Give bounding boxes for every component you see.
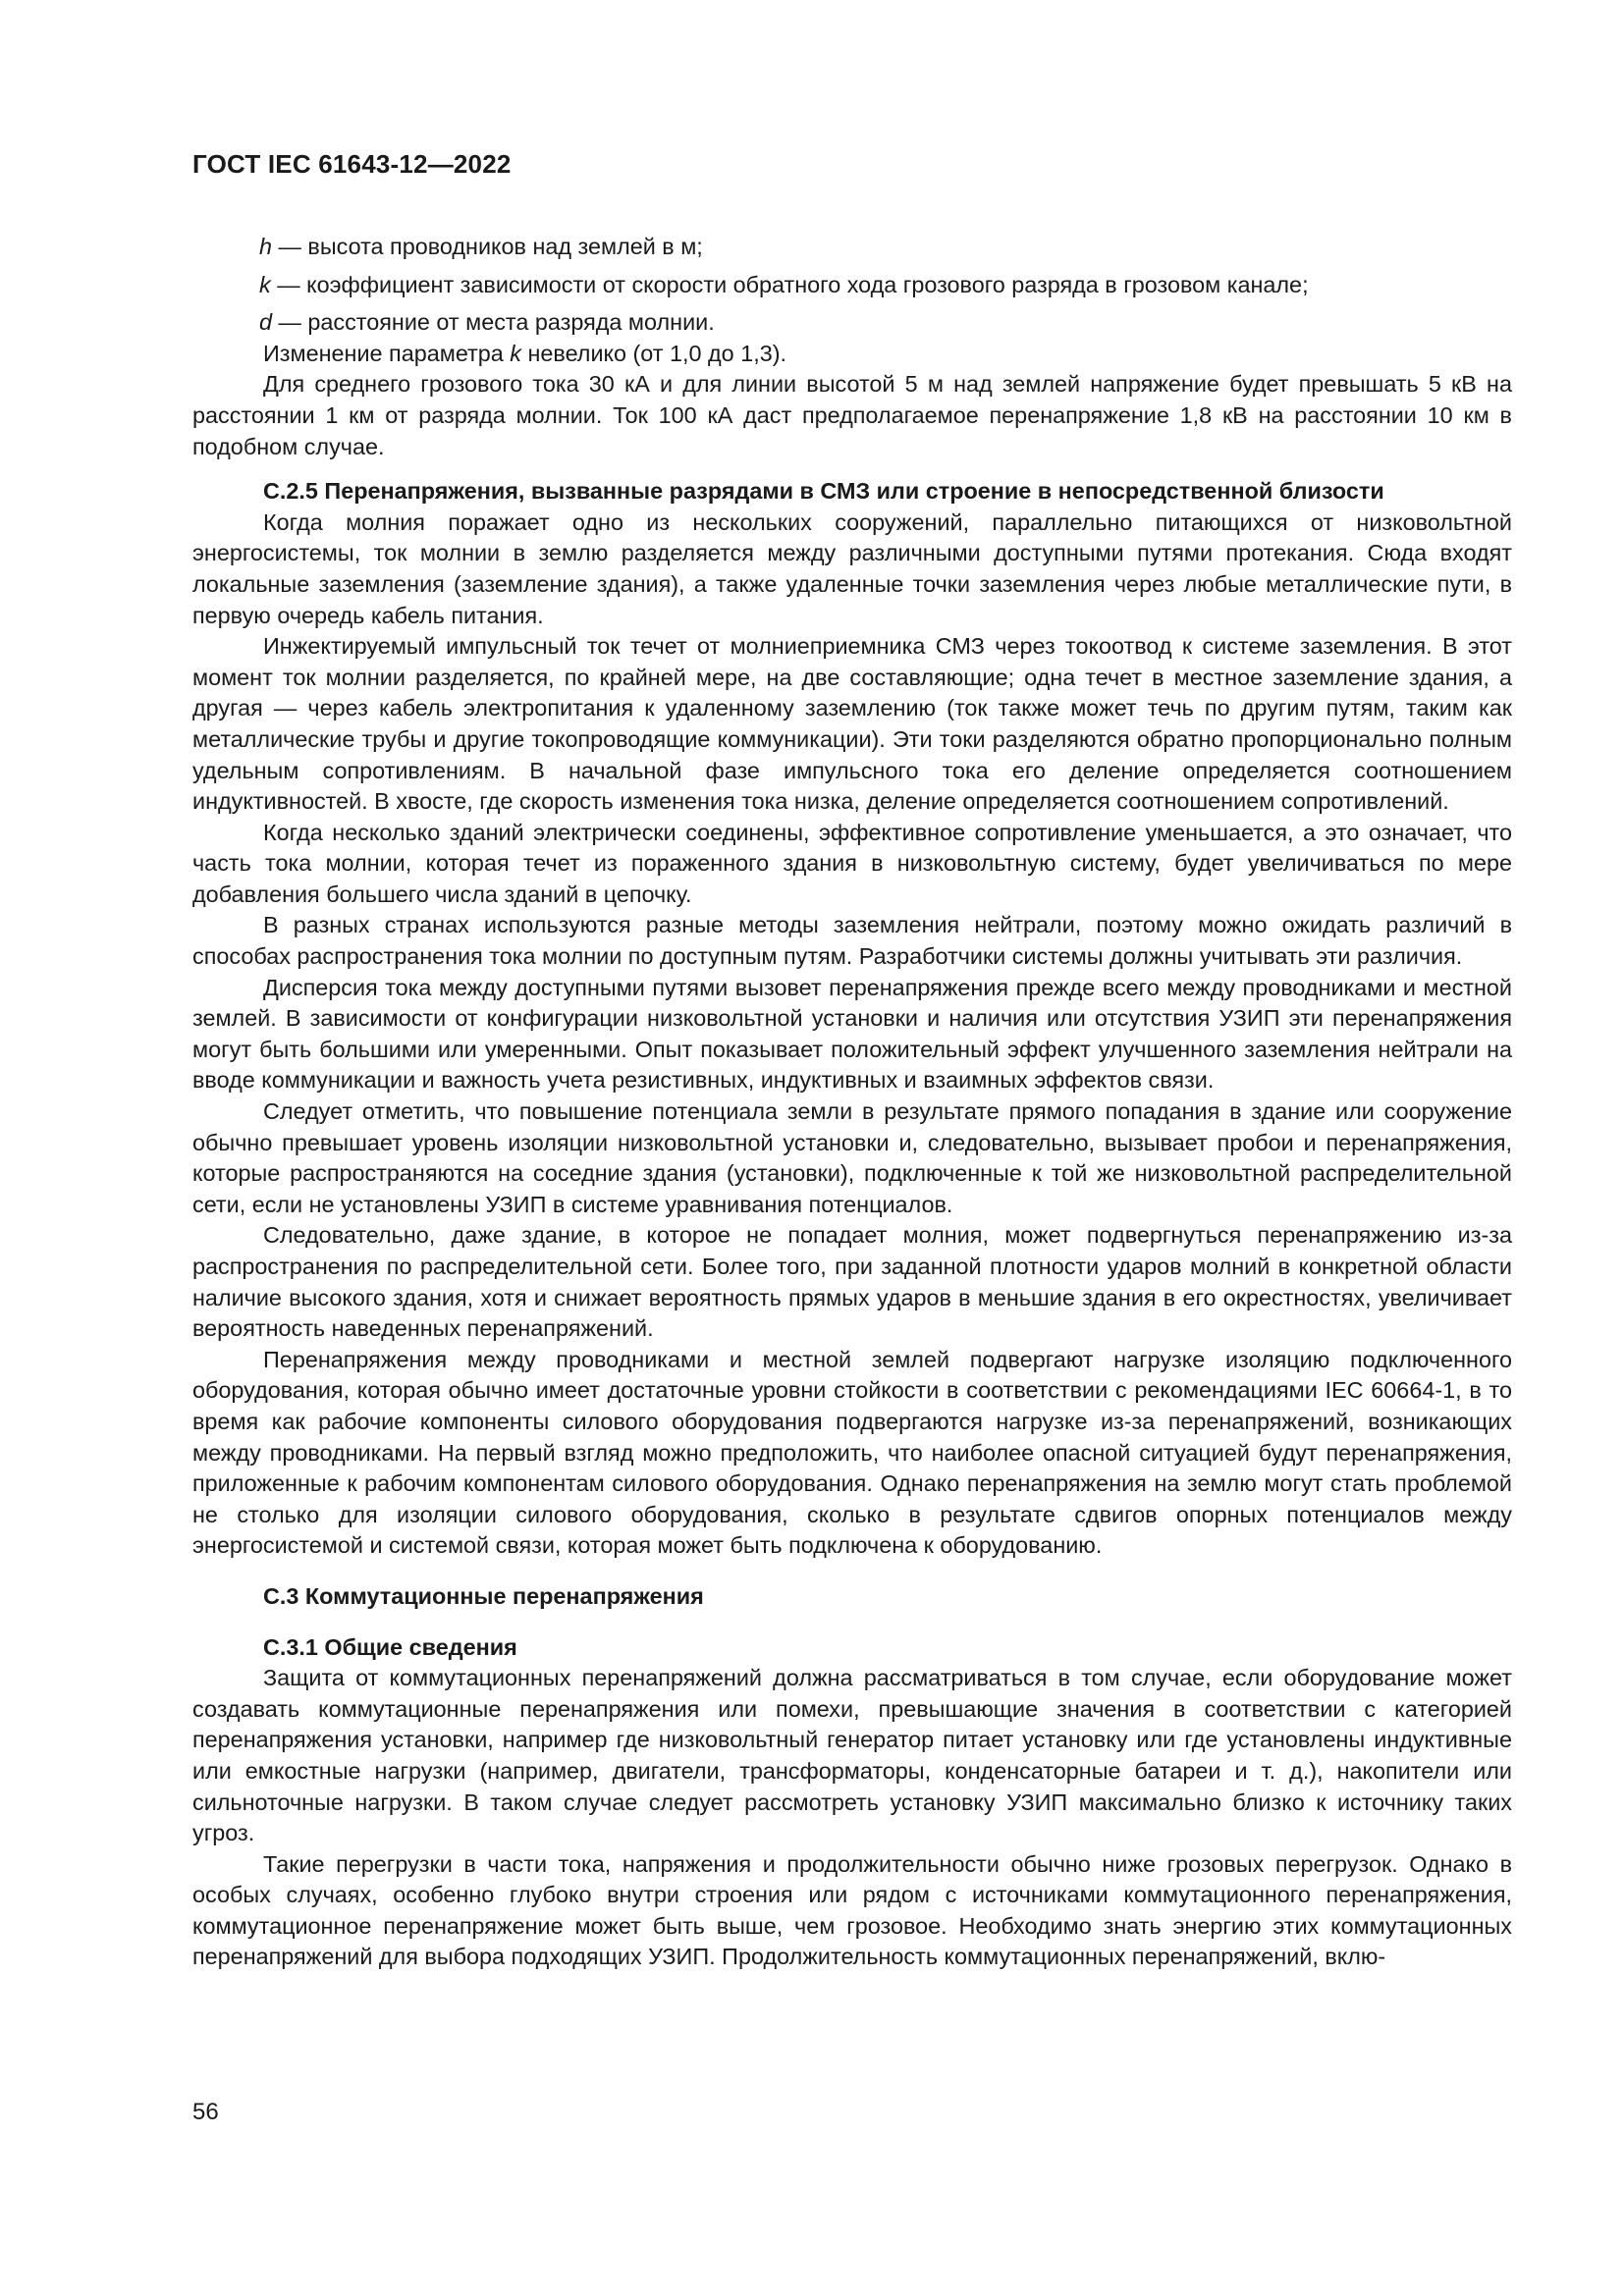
page-header: ГОСТ IEC 61643-12—2022 <box>192 149 512 179</box>
paragraph: Когда молния поражает одно из нескольких сооружений, параллельно питающихся от низковольтной энергосистемы, ток молнии в землю разделяется между различными доступными путями протекания. Сюда входят локальные заземления (заземление здания), а также удаленные точки заземления через любые металлические пути, в первую очередь кабель питания. <box>192 508 1512 628</box>
definition-d <box>192 307 1512 339</box>
definition-text: — коэффициент зависимости от скорости обратного хода грозового разряда в грозовом канале; <box>270 271 1309 297</box>
document-body <box>192 232 1512 1973</box>
variable-k: k <box>259 271 271 297</box>
definition-text: — высота проводников над землей в м; <box>272 234 703 259</box>
paragraph: В разных странах используются разные методы заземления нейтрали, поэтому можно ожидать различий в способах распространения тока молнии по доступным путям. Разработчики системы должны учитывать эти различия. <box>192 912 1512 970</box>
section-heading-c25: С.2.5 Перенапряжения, вызванные разрядами в СМЗ или строение в непосредственной близости <box>263 478 1384 505</box>
text-fragment: Изменение параметра <box>263 340 511 366</box>
paragraph: Перенапряжения между проводниками и местной землей подвергают нагрузке изоляцию подключенного оборудования, которая обычно имеет достаточные уровни стойкости в соответствии с рекомендациями IEC 60664-1, в то время как рабочие компоненты силового оборудования подвергаются нагрузке из-за перенапряжений, возникающих между проводниками. На первый взгляд можно предположить, что наиболее опасной ситуацией будут перенапряжения, приложенные к рабочим компонентам силового оборудования. Однако перенапряжения на землю могут стать проблемой не столько для изоляции силового оборудования, сколько в результате сдвигов опорных потенциалов между энергосистемой и системой связи, которая может быть подключена к оборудованию. <box>192 1346 1512 1559</box>
paragraph: Для среднего грозового тока 30 кА и для линии высотой 5 м над землей напряжение будет превышать 5 кВ на расстоянии 1 км от разряда молнии. Ток 100 кА даст предполагаемое перенапряжение 1,8 кВ на расстоянии 10 км в подобном случае. <box>192 371 1512 459</box>
definition-h <box>192 232 1512 263</box>
variable-h: h <box>259 234 273 259</box>
section-heading-c3: С.3 Коммутационные перенапряжения <box>263 1582 704 1609</box>
paragraph: Дисперсия тока между доступными путями вызовет перенапряжения прежде всего между проводниками и местной землей. В зависимости от конфигурации низковольтной установки и наличия или отсутствия УЗИП эти перенапряжения могут быть большими или умеренными. Опыт показывает положительный эффект улучшенного заземления нейтрали на вводе коммуникации и важность учета резистивных, индуктивных и взаимных эффектов связи. <box>192 974 1512 1094</box>
variable-d: d <box>259 309 273 336</box>
paragraph: Защита от коммутационных перенапряжений должна рассматриваться в том случае, если оборудование может создавать коммутационные перенапряжения или помехи, превышающие значения в соответствии с категорией перенапряжения установки, например где низковольтный генератор питает установку или где установлены индуктивные или емкостные нагрузки (например, двигатели, трансформаторы, конденсаторные батареи и т. д.), накопители или сильноточные нагрузки. В таком случае следует рассмотреть установку УЗИП максимально близко к источнику таких угроз. <box>192 1665 1512 1846</box>
page-number: 56 <box>192 2099 219 2125</box>
paragraph: Когда несколько зданий электрически соединены, эффективное сопротивление уменьшается, а это означает, что часть тока молнии, которая течет из пораженного здания в низковольтную систему, будет увеличиваться по мере добавления большего числа зданий в цепочку. <box>192 819 1512 907</box>
paragraph: Следует отметить, что повышение потенциала земли в результате прямого попадания в здание или сооружение обычно превышает уровень изоляции низковольтной установки и, следовательно, вызывает пробои и перенапряжения, которые распространяются на соседние здания (установки), подключенные к той же низковольтной распределительной сети, если не установлены УЗИП в системе уравнивания потенциалов. <box>192 1098 1512 1217</box>
definition-k <box>192 270 1512 301</box>
paragraph: Следовательно, даже здание, в которое не попадает молния, может подвергнуться перенапряжению из-за распространения по распределительной сети. Более того, при заданной плотности ударов молний в конкретной области наличие высокого здания, хотя и снижает вероятность прямых ударов в меньшие здания в его окрестностях, увеличивает вероятность наведенных перенапряжений. <box>192 1222 1512 1342</box>
paragraph-k-variation <box>192 339 1512 370</box>
variable-k: k <box>510 340 521 366</box>
section-heading-c31: С.3.1 Общие сведения <box>263 1633 517 1660</box>
text-fragment: невелико (от 1,0 до 1,3). <box>520 340 786 366</box>
paragraph: Такие перегрузки в части тока, напряжения и продолжительности обычно ниже грозовых перегрузок. Однако в особых случаях, особенно глубоко внутри строения или рядом с источниками коммутационного перенапряжения, коммутационное перенапряжение может быть выше, чем грозовое. Необходимо знать энергию этих коммутационных перенапряжений для выбора подходящих УЗИП. Продолжительность коммутационных перенапряжений, вклю- <box>192 1850 1512 1970</box>
paragraph: Инжектируемый импульсный ток течет от молниеприемника СМЗ через токоотвод к системе заземления. В этот момент ток молнии разделяется, по крайней мере, на две составляющие; одна течет в местное заземление здания, а другая — через кабель электропитания к удаленному заземлению (ток также может течь по другим путям, таким как металлические трубы и другие токопроводящие коммуникации). Эти токи разделяются обратно пропорционально полным удельным сопротивлениям. В начальной фазе импульсного тока его деление определяется соотношением индуктивностей. В хвосте, где скорость изменения тока низка, деление определяется соотношением сопротивлений. <box>192 633 1512 815</box>
definition-text: — расстояние от места разряда молнии. <box>272 309 715 336</box>
